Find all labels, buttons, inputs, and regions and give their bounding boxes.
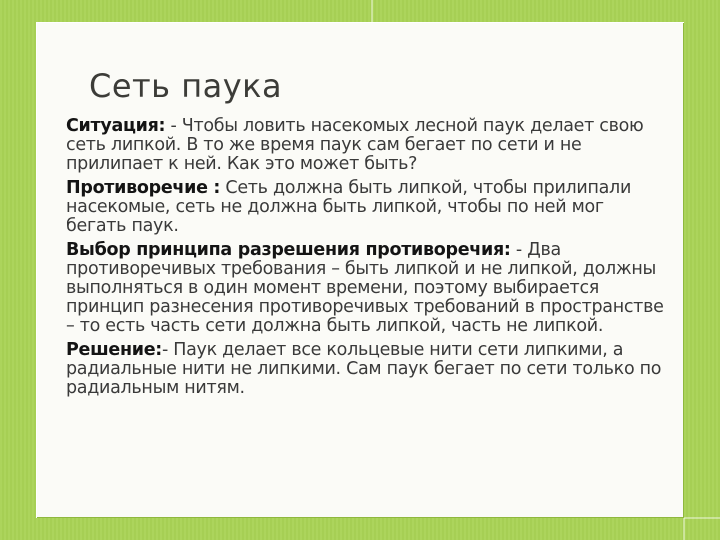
principle-text: - Два противоречивых требования – быть липкой и не липкой, должны выполняться в один момент времени, поэтому выбирается принцип разнесения противоречивых требований в пространстве – то есть часть сети должна быть липкой, часть не липкой. [66,240,664,336]
paragraph-solution [66,341,666,398]
situation-text: - Чтобы ловить насекомых лесной паук делает свою сеть липкой. В то же время паук сам бегает по сети и не прилипает к ней. Как это может быть? [66,116,644,174]
slide [36,22,684,518]
paragraph-situation [66,117,666,174]
solution-label: Решение: [66,340,162,360]
situation-label: Ситуация: [66,116,166,136]
contradiction-label: Противоречие : [66,178,221,198]
principle-label: Выбор принципа разрешения противоречия: [66,240,511,260]
slide-title: Сеть паука [89,67,283,105]
slide-content [66,117,666,403]
contradiction-text: Сеть должна быть липкой, чтобы прилипали насекомые, сеть не должна быть липкой, чтобы по ней мог бегать паук. [66,178,632,236]
paragraph-contradiction [66,179,666,236]
solution-text: - Паук делает все кольцевые нити сети липкими, а радиальные нити не липкими. Сам паук бегает по сети только по радиальным нитям. [66,340,662,398]
paragraph-principle [66,241,666,336]
